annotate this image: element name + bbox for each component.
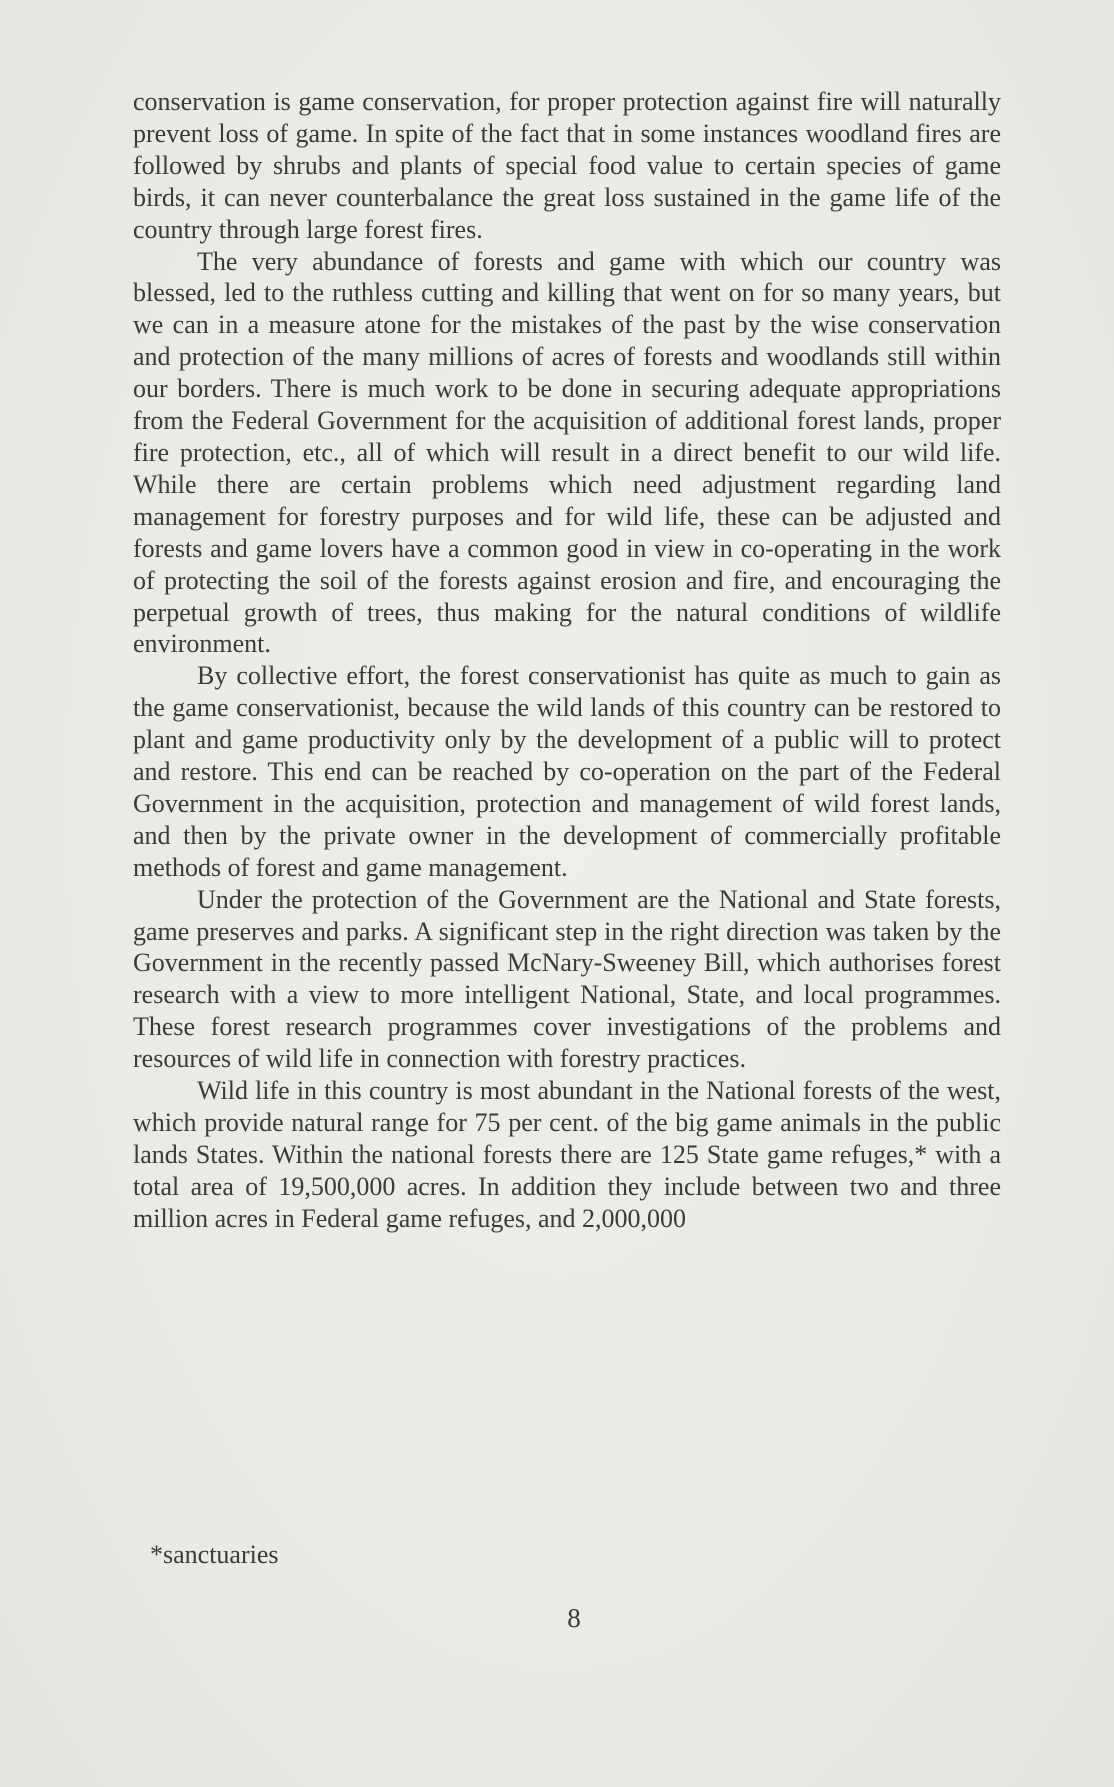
paragraph-collective-effort: By collective effort, the forest conservationist has quite as much to gain as the game conservationist, because the wild lands of this country can be restored to plant and game productivity only by the development of a public will to protect and restore. This end can be reached by co-operation on the part of the Federal Government in the acquisition, protection and management of wild forest lands, and then by the private owner in the development of commercially profitable methods of forest and game management. (133, 661, 1001, 882)
body-text (133, 86, 1001, 1235)
page-number: 8 (567, 1603, 581, 1633)
paragraph-wild-life-abundance: Wild life in this country is most abundant in the National forests of the west, which provide natural range for 75 per cent. of the big game animals in the public lands States. Within the national forests there are 125 State game refuges,* with a total area of 19,500,000 acres. In addition they include between two and three million acres in Federal game refuges, and 2,000,000 (133, 1076, 1001, 1233)
paragraph-abundance-of-forests: The very abundance of forests and game with which our country was blessed, led to the ruthless cutting and killing that went on for so many years, but we can in a measure atone for the mistakes of the past by the wise conservation and protection of the many millions of acres of forests and woodlands still within our borders. There is much work to be done in securing adequate appropriations from the Federal Government for the acquisition of additional forest lands, proper fire protection, etc., all of which will result in a direct benefit to our wild life. While there are certain problems which need adjustment regarding land management for forestry purposes and for wild life, these can be adjusted and forests and game lovers have a common good in view in co-operating in the work of protecting the soil of the forests against erosion and fire, and encouraging the perpetual growth of trees, thus making for the natural conditions of wildlife environment. (133, 246, 1001, 659)
paragraph-fire-and-game: conservation is game conservation, for proper protection against fire will naturally prevent loss of game. In spite of the fact that in some instances woodland fires are followed by shrubs and plants of special food value to certain species of game birds, it can never counterbalance the great loss sustained in the game life of the country through large forest fires. (133, 87, 1001, 244)
paragraph-government-protection: Under the protection of the Government are the National and State forests, game preserves and parks. A significant step in the right direction was taken by the Government in the recently passed McNary-Sweeney Bill, which authorises forest research with a view to more intelligent National, State, and local programmes. These forest research programmes cover investigations of the problems and resources of wild life in connection with forestry practices. (133, 884, 1001, 1074)
footnote: *sanctuaries (150, 1540, 279, 1569)
